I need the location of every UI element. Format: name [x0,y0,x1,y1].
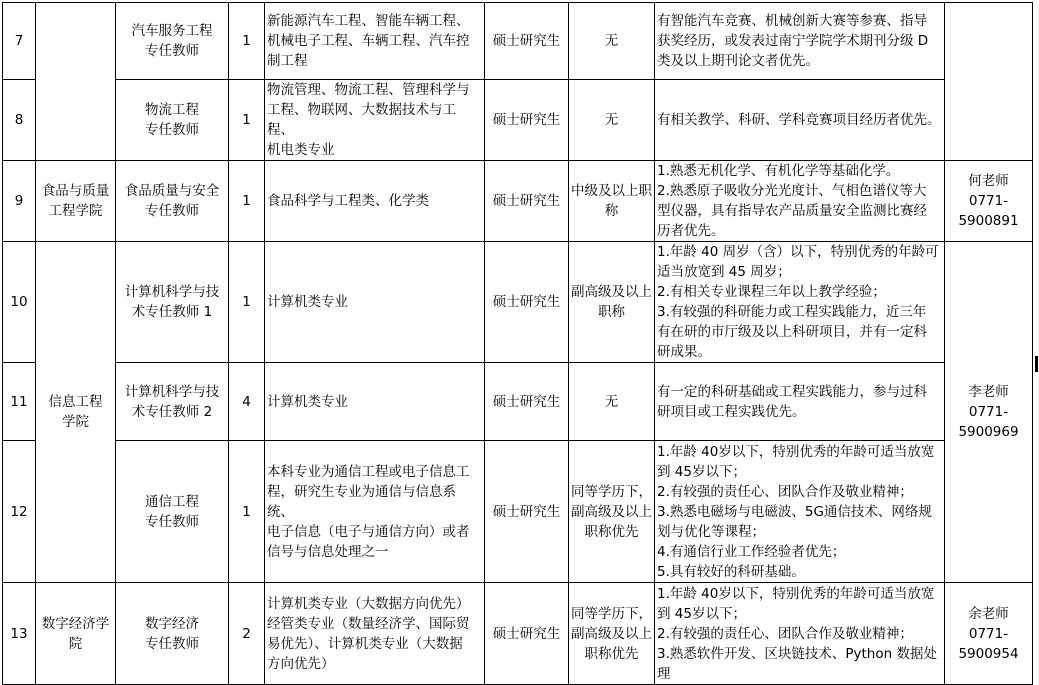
title-cell: 同等学历下， 副高级及以上 职称优先 [569,583,655,685]
contact-cell [945,3,1033,161]
title-cell: 同等学历下， 副高级及以上 职称优先 [569,441,655,583]
requirement-cell: 1.熟悉无机化学、有机化学等基础化学。 2.熟悉原子吸收分光光度计、气相色谱仪等大 型仪器，具有指导农产品质量安全监测比赛经 历者优先。 [655,161,945,242]
count-cell: 4 [229,363,265,441]
college-cell: 信息工程 学院 [36,242,116,583]
title-cell: 副高级及以上 职称 [569,242,655,363]
major-cell: 计算机类专业（大数据方向优先） 经管类专业（数量经济学、国际贸 易优先）、计算机类专业（大数据 方向优先） [265,583,485,685]
row-number: 9 [3,161,36,242]
row-number: 10 [3,242,36,363]
degree-cell: 硕士研究生 [485,583,569,685]
row-number: 12 [3,441,36,583]
degree-cell: 硕士研究生 [485,242,569,363]
post-cell: 物流工程 专任教师 [116,80,229,161]
college-cell: 食品与质量 工程学院 [36,161,116,242]
major-cell: 新能源汽车工程、智能车辆工程、 机械电子工程、车辆工程、汽车控 制工程 [265,3,485,80]
post-cell: 汽车服务工程 专任教师 [116,3,229,80]
major-cell: 本科专业为通信工程或电子信息工 程，研究生专业为通信与信息系统、 电子信息（电子与通信方向）或者 信号与信息处理之一 [265,441,485,583]
requirement-cell: 1.年龄 40岁以下，特别优秀的年龄可适当放宽 到 45岁以下； 2.有较强的责任心、团队合作及敬业精神； 3.熟悉软件开发、区块链技术、Python 数据处理 [655,583,945,685]
post-cell: 数字经济 专任教师 [116,583,229,685]
requirement-cell: 有智能汽车竞赛、机械创新大赛等参赛、指导 获奖经历，或发表过南宁学院学术期刊分级 D 类及以上期刊论文者优先。 [655,3,945,80]
table-row [3,161,1033,242]
table-row [3,242,1033,363]
post-cell: 计算机科学与技 术专任教师 1 [116,242,229,363]
count-cell: 1 [229,441,265,583]
requirement-cell: 有相关教学、科研、学科竞赛项目经历者优先。 [655,80,945,161]
table-row [3,3,1033,80]
count-cell: 1 [229,161,265,242]
table-row [3,441,1033,583]
degree-cell: 硕士研究生 [485,441,569,583]
row-number: 13 [3,583,36,685]
table-row [3,583,1033,685]
major-cell: 物流管理、物流工程、管理科学与 工程、物联网、大数据技术与工程、 机电类专业 [265,80,485,161]
post-cell: 食品质量与安全 专任教师 [116,161,229,242]
college-cell [36,3,116,161]
requirement-cell: 1.年龄 40岁以下，特别优秀的年龄可适当放宽 到 45岁以下； 2.有较强的责任心、团队合作及敬业精神； 3.熟悉电磁场与电磁波、5G通信技术、网络规 划与优化等课程； 4.有通信行业工作经验者优先； 5.具有较好的科研基础。 [655,441,945,583]
count-cell: 1 [229,242,265,363]
title-cell: 中级及以上职 称 [569,161,655,242]
count-cell: 1 [229,3,265,80]
title-cell: 无 [569,363,655,441]
table-row [3,363,1033,441]
degree-cell: 硕士研究生 [485,80,569,161]
table-row [3,80,1033,161]
post-cell: 计算机科学与技 术专任教师 2 [116,363,229,441]
row-number: 7 [3,3,36,80]
major-cell: 计算机类专业 [265,242,485,363]
major-cell: 计算机类专业 [265,363,485,441]
requirement-cell: 1.年龄 40 周岁（含）以下，特别优秀的年龄可 适当放宽到 45 周岁； 2.有相关专业课程三年以上教学经验； 3.有较强的科研能力或工程实践能力，近三年 有在研的市厅级及以上科研项目，并有一定科 研成果。 [655,242,945,363]
degree-cell: 硕士研究生 [485,3,569,80]
contact-cell: 余老师 0771-5900954 [945,583,1033,685]
post-cell: 通信工程 专任教师 [116,441,229,583]
page-edge-mark [1035,356,1038,372]
degree-cell: 硕士研究生 [485,161,569,242]
title-cell: 无 [569,80,655,161]
title-cell: 无 [569,3,655,80]
count-cell: 1 [229,80,265,161]
recruitment-table [2,2,1033,685]
contact-cell: 李老师 0771-5900969 [945,242,1033,583]
count-cell: 2 [229,583,265,685]
college-cell: 数字经济学 院 [36,583,116,685]
degree-cell: 硕士研究生 [485,363,569,441]
row-number: 8 [3,80,36,161]
major-cell: 食品科学与工程类、化学类 [265,161,485,242]
contact-cell: 何老师 0771-5900891 [945,161,1033,242]
requirement-cell: 有一定的科研基础或工程实践能力，参与过科 研项目或工程实践优先。 [655,363,945,441]
row-number: 11 [3,363,36,441]
